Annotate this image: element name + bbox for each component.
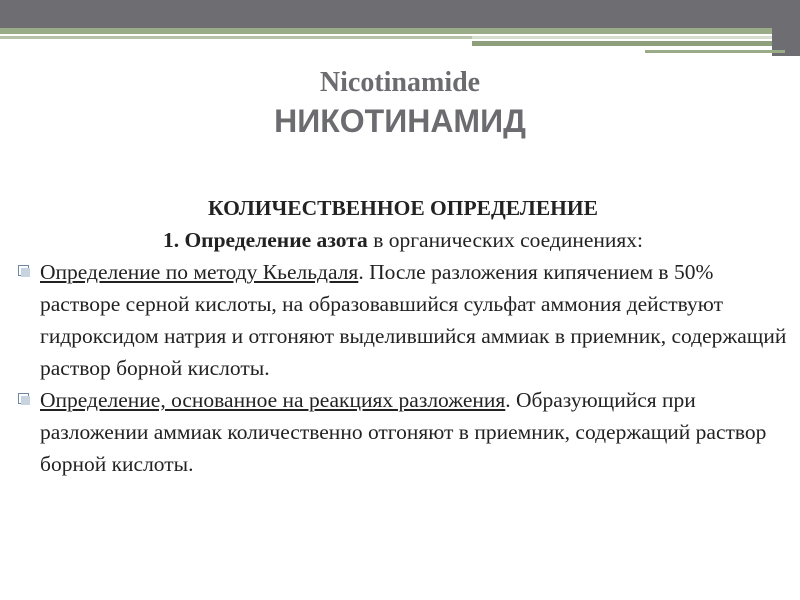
title-russian: НИКОТИНАМИД bbox=[274, 103, 526, 139]
title-latin: Nicotinamide bbox=[319, 67, 481, 98]
slide-title bbox=[0, 64, 800, 140]
bullet-term: Определение по методу Кьельдаля bbox=[40, 260, 359, 284]
subheading-bold: 1. Определение азота bbox=[162, 228, 368, 252]
decor-stripe bbox=[0, 36, 472, 39]
decor-stripe bbox=[645, 50, 785, 53]
square-bullet-icon bbox=[18, 393, 29, 404]
decor-stripe bbox=[472, 36, 772, 39]
bullet-text: . Образующийся при разложении аммиак количественно отгоняют в приемник, содержащий раствор борной кислоты. bbox=[40, 388, 767, 476]
section-subheading bbox=[18, 224, 788, 256]
decor-stripe bbox=[472, 41, 772, 46]
section-heading: КОЛИЧЕСТВЕННОЕ ОПРЕДЕЛЕНИЕ bbox=[208, 196, 598, 220]
top-banner-corner bbox=[772, 0, 800, 56]
decor-stripe bbox=[0, 28, 772, 34]
top-banner bbox=[0, 0, 800, 28]
square-bullet-icon bbox=[18, 265, 29, 276]
bullet-item bbox=[18, 256, 788, 384]
bullet-term: Определение, основанное на реакциях разложения bbox=[40, 388, 506, 412]
bullet-text: . После разложения кипячением в 50% растворе серной кислоты, на образовавшийся сульфат аммония действуют гидроксидом натрия и отгоняют выделившийся аммиак в приемник, содержащий раствор борной кислоты. bbox=[40, 260, 787, 380]
bullet-item bbox=[18, 384, 788, 480]
subheading-rest: в органических соединениях: bbox=[367, 228, 644, 252]
slide-body bbox=[18, 192, 788, 480]
